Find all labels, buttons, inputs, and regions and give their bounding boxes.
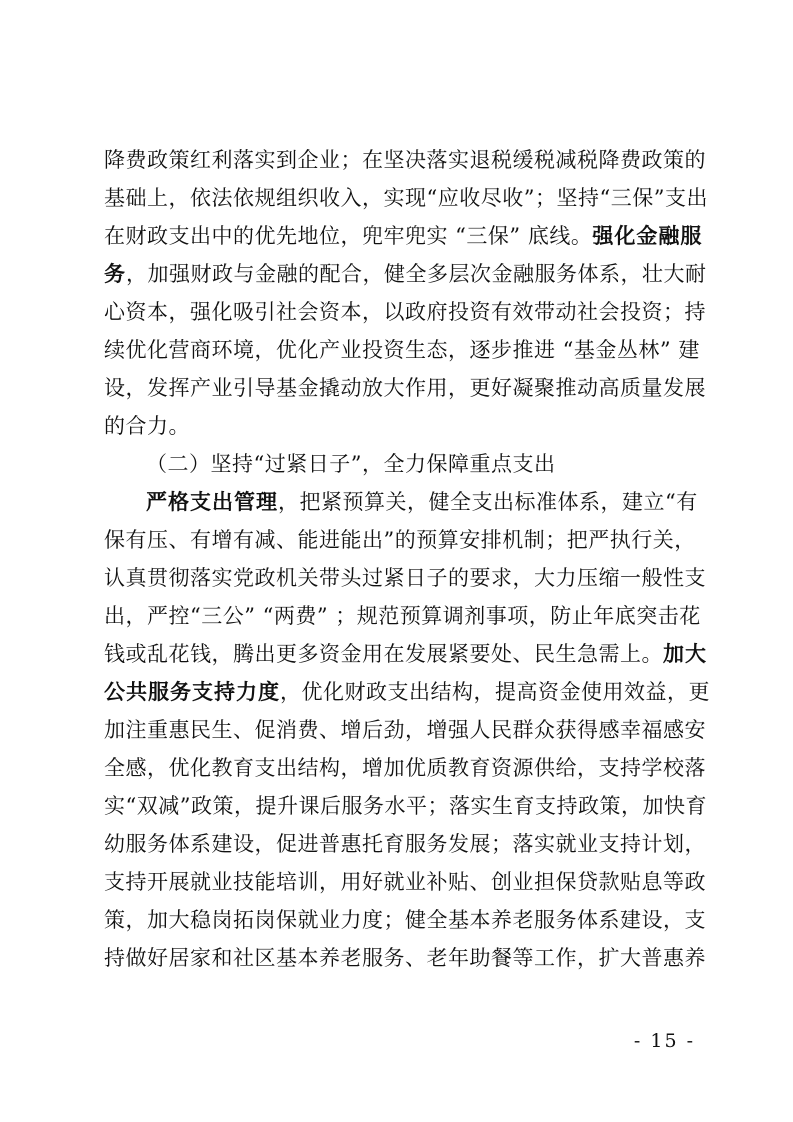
body-text: 心资本，强化吸引社会资本，以政府投资有效带动社会投资；持 bbox=[104, 300, 706, 324]
text-line bbox=[104, 748, 706, 788]
body-text: 持做好居家和社区基本养老服务、老年助餐等工作，扩大普惠养 bbox=[104, 946, 706, 970]
body-text: ，把紧预算关，健全支出标准体系，建立“有 bbox=[278, 490, 698, 514]
body-text: 基础上，依法依规组织收入，实现“应收尽收”；坚持“三保”支出 bbox=[104, 186, 708, 210]
bold-keyword: 务 bbox=[104, 262, 126, 286]
text-line bbox=[104, 406, 690, 446]
body-text: 实“双减”政策，提升课后服务水平；落实生育支持政策，加快育 bbox=[104, 794, 707, 818]
bold-keyword: 强化金融服 bbox=[592, 224, 703, 248]
text-line bbox=[104, 292, 706, 332]
text-line bbox=[104, 140, 706, 180]
page-number: - 15 - bbox=[633, 1030, 695, 1052]
body-text: 保有压、有增有减、能进能出”的预算安排机制；把严执行关， bbox=[104, 528, 696, 552]
body-text: 续优化营商环境，优化产业投资生态，逐步推进 “基金丛林” 建 bbox=[104, 338, 700, 362]
text-line bbox=[104, 786, 707, 826]
text-line bbox=[104, 558, 706, 598]
text-line bbox=[104, 900, 706, 940]
bold-keyword: 加大 bbox=[663, 642, 707, 666]
section-heading bbox=[146, 444, 690, 484]
bold-keyword: 严格支出管理 bbox=[146, 490, 278, 514]
heading-text: （二）坚持“过紧日子”，全力保障重点支出 bbox=[146, 452, 556, 476]
text-line bbox=[104, 862, 706, 902]
body-text: 降费政策红利落实到企业；在坚决落实退税缓税减税降费政策的 bbox=[104, 148, 706, 172]
body-text: 出，严控“三公” “两费” ；规范预算调剂事项，防止年底突击花 bbox=[104, 604, 701, 628]
body-text: 设，发挥产业引导基金撬动放大作用，更好凝聚推动高质量发展 bbox=[104, 376, 706, 400]
text-line bbox=[104, 938, 706, 978]
text-line bbox=[104, 330, 700, 370]
text-line bbox=[104, 368, 706, 408]
text-line bbox=[104, 710, 706, 750]
body-text: ，加强财政与金融的配合，健全多层次金融服务体系，壮大耐 bbox=[126, 262, 707, 286]
body-text: 策，加大稳岗拓岗保就业力度；健全基本养老服务体系建设，支 bbox=[104, 908, 706, 932]
body-text: 在财政支出中的优先地位，兜牢兜实 “三保” 底线。 bbox=[104, 224, 593, 248]
body-text: ，优化财政支出结构，提高资金使用效益，更 bbox=[280, 680, 710, 704]
body-text: 钱或乱花钱，腾出更多资金用在发展紧要处、民生急需上。 bbox=[104, 642, 663, 666]
body-text: 幼服务体系建设，促进普惠托育服务发展；落实就业支持计划， bbox=[104, 832, 706, 856]
text-line bbox=[104, 824, 706, 864]
bold-keyword: 公共服务支持力度 bbox=[104, 680, 280, 704]
body-text: 的合力。 bbox=[104, 414, 190, 438]
text-line bbox=[104, 178, 708, 218]
body-text: 加注重惠民生、促消费、增后劲，增强人民群众获得感幸福感安 bbox=[104, 718, 706, 742]
text-line bbox=[104, 254, 707, 294]
body-text: 全感，优化教育支出结构，增加优质教育资源供给，支持学校落 bbox=[104, 756, 706, 780]
body-text: 支持开展就业技能培训，用好就业补贴、创业担保贷款贴息等政 bbox=[104, 870, 706, 894]
text-line bbox=[104, 596, 701, 636]
body-text: 认真贯彻落实党政机关带头过紧日子的要求，大力压缩一般性支 bbox=[104, 566, 706, 590]
text-line bbox=[104, 216, 703, 256]
text-line bbox=[146, 482, 698, 522]
text-line bbox=[104, 634, 707, 674]
text-line bbox=[104, 520, 696, 560]
text-line bbox=[104, 672, 710, 712]
